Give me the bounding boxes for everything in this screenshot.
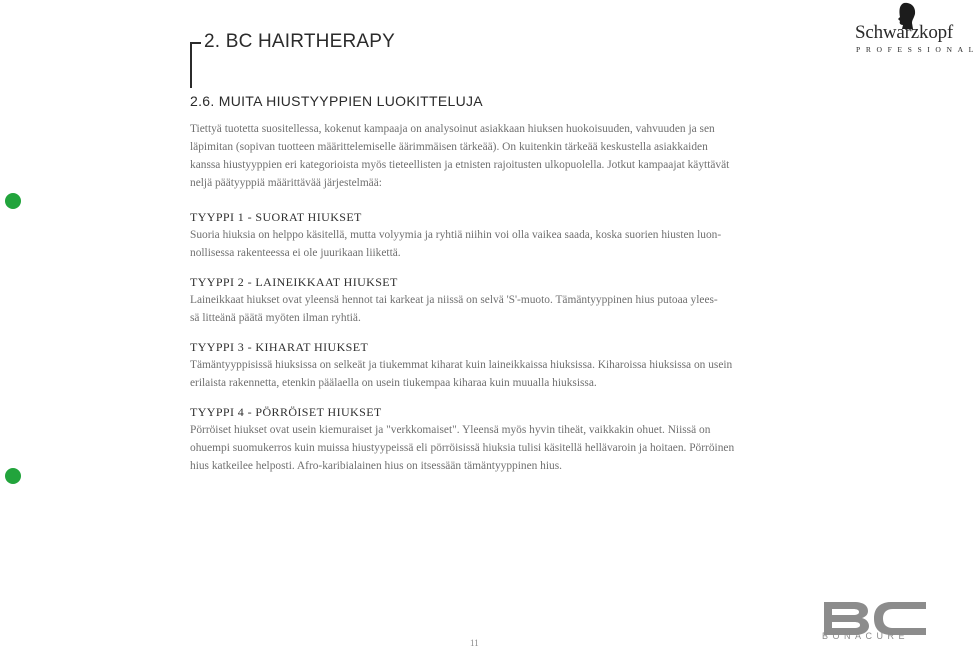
type-heading: TYYPPI 4 - PÖRRÖISET HIUKSET <box>190 405 382 419</box>
type-section-4 <box>190 403 760 475</box>
type-section-1 <box>190 208 760 262</box>
section-title: 2.6. MUITA HIUSTYYPPIEN LUOKITTELUJA <box>190 93 483 109</box>
type-section-3 <box>190 338 760 392</box>
intro-line: Tiettyä tuotetta suositellessa, kokenut kampaaja on analysoinut asiakkaan hiuksen huokoisuuden, vahvuuden ja sen <box>190 123 715 135</box>
green-bullet-marker <box>5 468 21 484</box>
type-heading: TYYPPI 3 - KIHARAT HIUKSET <box>190 340 369 354</box>
intro-line: läpimitan (sopivan tuotteen määrittelemiselle äärimmäisen tärkeää). On kuitenkin tärkeää keskustella asiakkaiden <box>190 141 708 153</box>
type-description <box>190 356 760 392</box>
type-line: erilaista rakennetta, etenkin päälaella on usein tiukempaa kiharaa kuin muualla hiuksissa. <box>190 377 597 389</box>
brand-sub: PROFESSIONAL <box>856 45 979 54</box>
type-line: Pörröiset hiukset ovat usein kiemuraiset ja "verkkomaiset". Yleensä myös hyvin tiheät, vaikkakin ohuet. Niissä on <box>190 424 711 436</box>
intro-line: kanssa hiustyyppien eri kategorioista myös tieteellisten ja etnisten rajoitusten ulkopuolella. Jotkut kampaajat käyttävät <box>190 159 730 171</box>
type-section-2 <box>190 273 760 327</box>
brand-name: Schwarzkopf <box>855 22 954 43</box>
type-line: Suoria hiuksia on helppo käsitellä, mutta volyymia ja ryhtiä niihin voi olla vaikea saada, koska suorien hiusten luon- <box>190 229 722 241</box>
type-line: sä litteänä päätä myöten ilman ryhtiä. <box>190 312 361 324</box>
type-description <box>190 421 760 475</box>
type-heading: TYYPPI 1 - SUORAT HIUKSET <box>190 210 362 224</box>
type-line: Laineikkaat hiukset ovat yleensä hennot tai karkeat ja niissä on selvä 'S'-muoto. Tämäntyyppinen hius putoaa ylees- <box>190 294 718 306</box>
green-bullet-marker <box>5 193 21 209</box>
type-description <box>190 291 760 327</box>
type-line: nollisessa rakenteessa ei ole juurikaan liikettä. <box>190 247 401 259</box>
type-description <box>190 226 760 262</box>
header-title: 2. BC HAIRTHERAPY <box>204 31 395 52</box>
intro-line: neljä päätyyppiä määrittävää järjestelmää: <box>190 177 382 189</box>
schwarzkopf-logo <box>854 2 979 58</box>
header-bracket <box>190 42 201 88</box>
page-number: 11 <box>470 638 479 648</box>
body-content <box>190 120 760 486</box>
intro-paragraph <box>190 120 760 192</box>
type-line: hius katkeilee helposti. Afro-karibialainen hius on itsessään tämäntyyppinen hius. <box>190 460 563 472</box>
type-line: ohuempi suomukerros kuin muissa hiustyypeissä eli pörröisissä hiuksia tulisi käsitellä hellävaroin ja hoitaen. Pörröinen <box>190 442 735 454</box>
bc-logo-sub: BONACURE <box>822 631 910 641</box>
type-line: Tämäntyyppisissä hiuksissa on selkeät ja tiukemmat kiharat kuin laineikkaissa hiuksissa. Kiharoissa hiuksissa on usein <box>190 359 733 371</box>
type-heading: TYYPPI 2 - LAINEIKKAAT HIUKSET <box>190 275 398 289</box>
